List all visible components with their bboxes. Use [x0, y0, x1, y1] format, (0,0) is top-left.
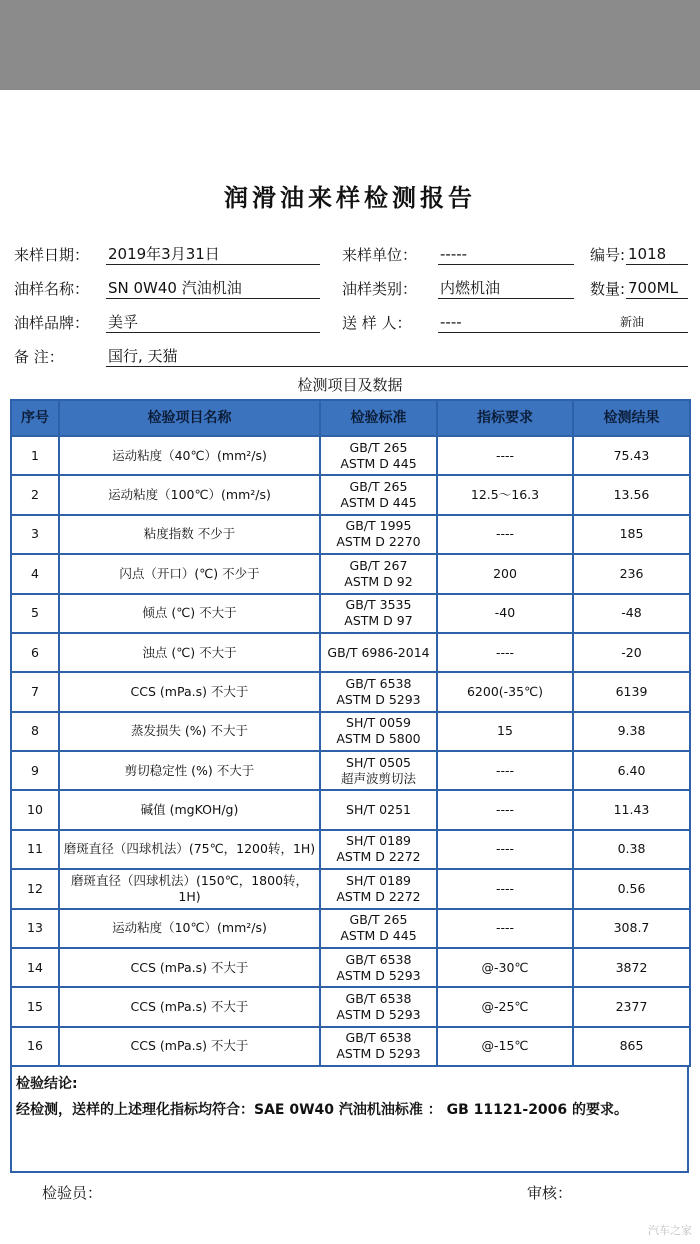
sender-label: 送 样 人： [342, 314, 412, 332]
row-standard [320, 712, 437, 751]
table-row [11, 475, 690, 514]
row-standard-1: SH/T 0505 [346, 754, 411, 770]
row-item: 粘度指数 不少于 [59, 515, 320, 554]
oil-name-label: 油样名称： [14, 280, 90, 298]
row-standard [320, 633, 437, 672]
row-standard [320, 751, 437, 790]
row-standard-2: ASTM D 5293 [336, 691, 421, 707]
row-standard [320, 554, 437, 593]
row-standard [320, 515, 437, 554]
table-row [11, 1027, 690, 1066]
header-no: 序号 [11, 400, 59, 436]
row-item: CCS (mPa.s) 不大于 [59, 987, 320, 1026]
row-standard [320, 948, 437, 987]
oil-name-value: SN 0W40 汽油机油 [106, 277, 320, 299]
row-no: 4 [11, 554, 59, 593]
row-result: 11.43 [573, 790, 690, 829]
row-item: 闪点（开口）(℃) 不少于 [59, 554, 320, 593]
table-row [11, 987, 690, 1026]
row-requirement: ---- [437, 436, 573, 475]
row-standard [320, 594, 437, 633]
conclusion-label: 检验结论: [16, 1076, 78, 1092]
row-requirement: @-15℃ [437, 1027, 573, 1066]
table-row [11, 672, 690, 711]
row-no: 5 [11, 594, 59, 633]
row-standard-1: SH/T 0251 [346, 802, 411, 818]
test-data-table [10, 399, 691, 1067]
quantity-label: 数量: [590, 280, 626, 298]
row-standard-1: GB/T 265 [349, 479, 408, 495]
row-result: 3872 [573, 948, 690, 987]
row-item: 剪切稳定性 (%) 不大于 [59, 751, 320, 790]
row-standard [320, 1027, 437, 1066]
row-item: 运动粘度（100℃）(mm²/s) [59, 475, 320, 514]
reviewer-label: 审核： [527, 1184, 573, 1202]
remark-label: 备 注： [14, 348, 64, 366]
row-standard-2: ASTM D 2272 [336, 849, 421, 865]
conclusion-text: 经检测，送样的上述理化指标均符合：SAE 0W40 汽油机油标准 ： GB 11121-2006 的要求。 [16, 1102, 629, 1118]
number-label: 编号: [590, 246, 626, 264]
table-row [11, 909, 690, 948]
row-item: 蒸发损失 (%) 不大于 [59, 712, 320, 751]
page-title: 润滑油来样检测报告 [224, 183, 476, 212]
row-item: 磨斑直径（四球机法）(150℃，1800转，1H) [59, 869, 320, 908]
row-standard [320, 475, 437, 514]
row-result: 0.56 [573, 869, 690, 908]
row-item: 倾点 (℃) 不大于 [59, 594, 320, 633]
table-row [11, 830, 690, 869]
row-item: CCS (mPa.s) 不大于 [59, 1027, 320, 1066]
row-standard-1: SH/T 0059 [346, 715, 411, 731]
row-result: 6139 [573, 672, 690, 711]
new-oil-tag: 新油 [574, 311, 688, 333]
row-no: 2 [11, 475, 59, 514]
table-row [11, 633, 690, 672]
row-standard [320, 672, 437, 711]
row-standard [320, 436, 437, 475]
row-requirement: -40 [437, 594, 573, 633]
watermark: 汽车之家 [648, 1224, 692, 1237]
row-requirement: ---- [437, 830, 573, 869]
row-standard-1: GB/T 265 [349, 912, 408, 928]
row-item: 磨斑直径（四球机法）(75℃，1200转，1H) [59, 830, 320, 869]
row-requirement: 15 [437, 712, 573, 751]
row-standard-1: GB/T 265 [349, 439, 408, 455]
table-row [11, 594, 690, 633]
row-standard-2: ASTM D 97 [344, 613, 413, 629]
row-requirement: 12.5～16.3 [437, 475, 573, 514]
row-requirement: ---- [437, 515, 573, 554]
header-item: 检验项目名称 [59, 400, 320, 436]
row-result: 13.56 [573, 475, 690, 514]
remark-value: 国行, 天猫 [106, 345, 688, 367]
row-item: CCS (mPa.s) 不大于 [59, 948, 320, 987]
row-standard [320, 790, 437, 829]
number-value: 1018 [626, 243, 688, 265]
row-standard-1: SH/T 0189 [346, 872, 411, 888]
table-row [11, 712, 690, 751]
row-item: 运动粘度（10℃）(mm²/s) [59, 909, 320, 948]
row-standard-1: GB/T 6538 [345, 1030, 412, 1046]
row-standard-2: ASTM D 5293 [336, 967, 421, 983]
table-row [11, 948, 690, 987]
row-no: 6 [11, 633, 59, 672]
row-standard-2: ASTM D 5293 [336, 1046, 421, 1062]
sender-value: ---- [438, 311, 574, 333]
row-no: 8 [11, 712, 59, 751]
row-standard-1: GB/T 6538 [345, 675, 412, 691]
sample-unit-value: ----- [438, 243, 574, 265]
row-standard-2: ASTM D 92 [344, 573, 413, 589]
sample-date-value: 2019年3月31日 [106, 243, 320, 265]
row-no: 13 [11, 909, 59, 948]
table-row [11, 436, 690, 475]
row-result: 865 [573, 1027, 690, 1066]
row-standard [320, 869, 437, 908]
row-no: 7 [11, 672, 59, 711]
row-item: 浊点 (℃) 不大于 [59, 633, 320, 672]
row-no: 16 [11, 1027, 59, 1066]
row-requirement: ---- [437, 869, 573, 908]
row-no: 11 [11, 830, 59, 869]
row-result: -20 [573, 633, 690, 672]
inspector-label: 检验员： [42, 1184, 103, 1202]
row-standard-1: GB/T 6538 [345, 951, 412, 967]
row-result: 185 [573, 515, 690, 554]
table-row [11, 790, 690, 829]
row-item: CCS (mPa.s) 不大于 [59, 672, 320, 711]
top-bar [0, 0, 700, 90]
row-result: 9.38 [573, 712, 690, 751]
row-no: 15 [11, 987, 59, 1026]
row-standard-2: ASTM D 2270 [336, 534, 421, 550]
row-standard-2: ASTM D 5293 [336, 1006, 421, 1022]
row-requirement: @-30℃ [437, 948, 573, 987]
row-standard-1: GB/T 3535 [345, 597, 412, 613]
oil-type-value: 内燃机油 [438, 277, 574, 299]
row-standard-1: GB/T 267 [349, 557, 408, 573]
sample-date-label: 来样日期： [14, 246, 90, 264]
row-standard-1: GB/T 6986-2014 [327, 644, 430, 660]
row-standard-1: SH/T 0189 [346, 833, 411, 849]
row-standard [320, 909, 437, 948]
row-standard-1: GB/T 6538 [345, 990, 412, 1006]
row-requirement: 200 [437, 554, 573, 593]
row-standard-2: 超声波剪切法 [340, 770, 416, 786]
row-requirement: 6200(-35℃) [437, 672, 573, 711]
row-result: 75.43 [573, 436, 690, 475]
row-requirement: ---- [437, 790, 573, 829]
row-no: 10 [11, 790, 59, 829]
row-no: 9 [11, 751, 59, 790]
brand-value: 美孚 [106, 311, 320, 333]
row-result: 308.7 [573, 909, 690, 948]
sample-unit-label: 来样单位： [342, 246, 418, 264]
table-header-row [11, 400, 690, 436]
row-requirement: ---- [437, 751, 573, 790]
row-standard-2: ASTM D 5800 [336, 731, 421, 747]
table-row [11, 869, 690, 908]
table-row [11, 554, 690, 593]
row-no: 3 [11, 515, 59, 554]
row-item: 碱值 (mgKOH/g) [59, 790, 320, 829]
oil-type-label: 油样类别： [342, 280, 418, 298]
row-item: 运动粘度（40℃）(mm²/s) [59, 436, 320, 475]
row-standard-1: GB/T 1995 [345, 518, 412, 534]
brand-label: 油样品牌： [14, 314, 90, 332]
row-standard-2: ASTM D 445 [340, 455, 417, 471]
row-no: 14 [11, 948, 59, 987]
row-standard [320, 987, 437, 1026]
table-row [11, 515, 690, 554]
conclusion-box [10, 1067, 689, 1173]
row-no: 12 [11, 869, 59, 908]
row-standard-2: ASTM D 445 [340, 495, 417, 511]
row-result: -48 [573, 594, 690, 633]
row-result: 236 [573, 554, 690, 593]
row-result: 0.38 [573, 830, 690, 869]
quantity-value: 700ML [626, 277, 688, 299]
header-result: 检测结果 [573, 400, 690, 436]
row-result: 6.40 [573, 751, 690, 790]
row-result: 2377 [573, 987, 690, 1026]
row-no: 1 [11, 436, 59, 475]
row-standard-2: ASTM D 2272 [336, 888, 421, 904]
row-requirement: ---- [437, 909, 573, 948]
header-requirement: 指标要求 [437, 400, 573, 436]
row-requirement: ---- [437, 633, 573, 672]
row-standard-2: ASTM D 445 [340, 928, 417, 944]
table-row [11, 751, 690, 790]
row-standard [320, 830, 437, 869]
table-title: 检测项目及数据 [297, 376, 403, 394]
header-standard: 检验标准 [320, 400, 437, 436]
row-requirement: @-25℃ [437, 987, 573, 1026]
